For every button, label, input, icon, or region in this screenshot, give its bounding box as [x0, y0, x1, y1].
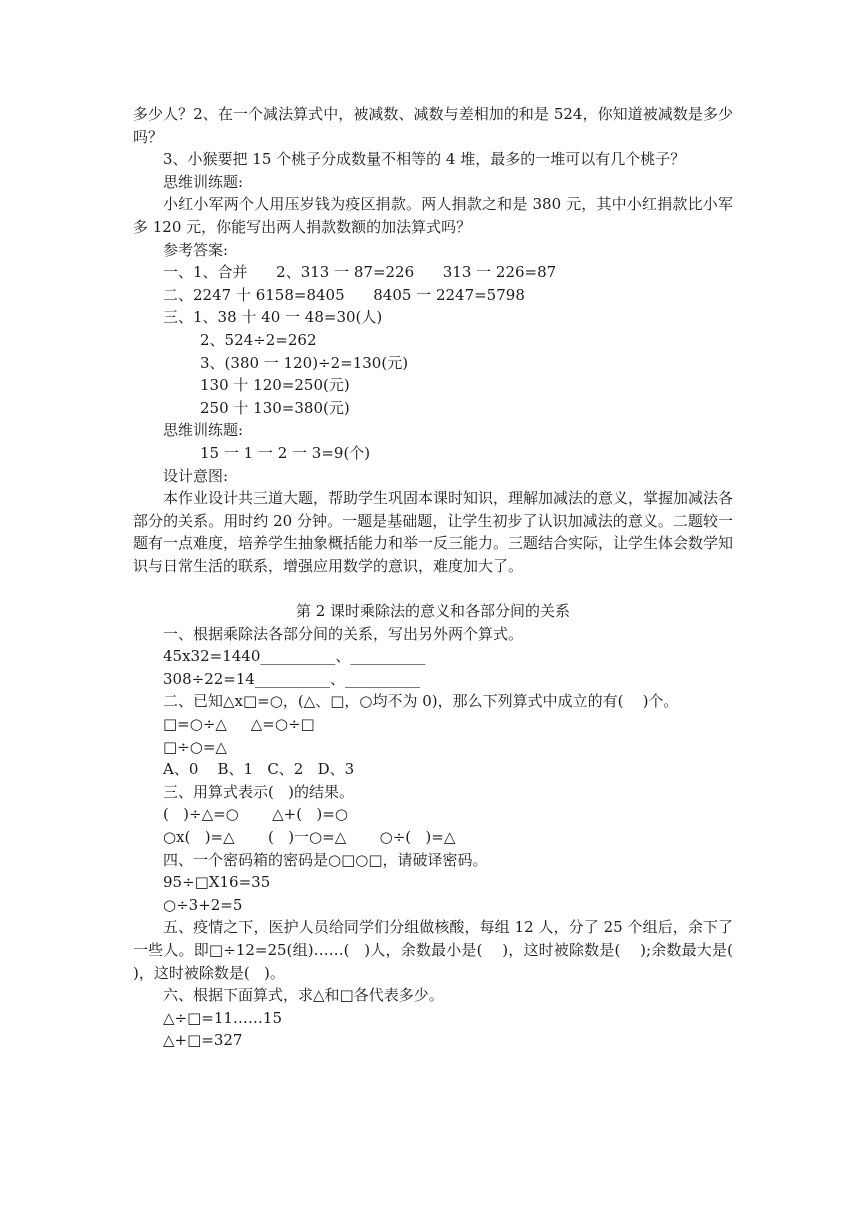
question-3: 三、用算式表示( )的结果。 [163, 782, 355, 801]
paragraph-design-intent: 本作业设计共三道大题，帮助学生巩固本课时知识，理解加减法的意义，掌握加减法各部分的关系。用时约 20 分钟。一题是基础题，让学生初步了认识加减法的意义。二题较一题有一点难度，培养学生抽象概括能力和举一反三能力。三题结合实际，让学生体会数学知识与日常生活的联系，增强应用数学的意识，难度加大了。 [133, 489, 734, 575]
heading-reference-answers: 参考答案: [163, 240, 229, 259]
answer-line-2: 二、2247 十 6158=8405 8405 一 2247=5798 [163, 285, 525, 304]
question-2-options: A、0 B、1 C、2 D、3 [163, 760, 355, 779]
answer-line-3: 三、1、38 十 40 一 48=30(人) [163, 308, 383, 327]
answer-line-3-2: 2、524÷2=262 [200, 330, 317, 349]
heading-thinking-training-answer: 思维训练题: [163, 421, 244, 440]
question-6b: △+□=327 [163, 1031, 243, 1050]
answer-thinking-training: 15 一 1 一 2 一 3=9(个) [200, 443, 371, 462]
question-4a: 95÷□X16=35 [163, 873, 271, 892]
answer-line-3-3b: 250 十 130=380(元) [200, 398, 350, 417]
question-4: 四、一个密码箱的密码是○□○□，请破译密码。 [163, 850, 488, 869]
paragraph-question-3: 3、小猴要把 15 个桃子分成数量不相等的 4 堆，最多的一堆可以有几个桃子？ [163, 150, 686, 169]
question-6: 六、根据下面算式，求△和□各代表多少。 [163, 986, 444, 1005]
heading-thinking-training: 思维训练题: [163, 172, 244, 191]
question-1b: 308÷22=14__________、__________ [163, 669, 420, 688]
question-3a: ( )÷△=○ △+( )=○ [163, 805, 348, 824]
question-4b: ○÷3+2=5 [163, 895, 243, 914]
question-6a: △÷□=11……15 [163, 1008, 283, 1027]
question-5: 五、疫情之下，医护人员给同学们分组做核酸，每组 12 人，分了 25 个组后，余下了一些人。即□÷12=25(组)……( )人，余数最小是( )，这时被除数是( );余数最大是( )，这时被除数是( )。 [133, 918, 748, 982]
answer-line-3-3: 3、(380 一 120)÷2=130(元) [200, 353, 409, 372]
answer-line-1: 一、1、合并 2、313 一 87=226 313 一 226=87 [163, 263, 557, 282]
question-2b: □÷○=△ [163, 737, 227, 756]
question-1a: 45x32=1440__________、__________ [163, 647, 426, 666]
question-2a: □=○÷△ △=○÷□ [163, 715, 315, 734]
document-page [133, 103, 748, 1052]
section-title-lesson-2: 第 2 课时乘除法的意义和各部分间的关系 [295, 602, 571, 621]
question-1: 一、根据乘除法各部分间的关系，写出另外两个算式。 [163, 624, 524, 643]
heading-design-intent: 设计意图: [163, 466, 229, 485]
answer-line-3-3a: 130 十 120=250(元) [200, 376, 350, 395]
question-3b: ○x( )=△ ( )一○=△ ○÷( )=△ [163, 828, 456, 846]
paragraph-donation-question: 小红小军两个人用压岁钱为疫区捐款。两人捐款之和是 380 元，其中小红捐款比小军多 120 元，你能写出两人捐款数额的加法算式吗？ [133, 195, 733, 236]
paragraph-question-2: 多少人？2、在一个减法算式中，被减数、减数与差相加的和是 524，你知道被减数是多少吗？ [133, 105, 733, 146]
question-2: 二、已知△x□=○，(△、□，○均不为 0)，那么下列算式中成立的有( )个。 [163, 692, 679, 711]
